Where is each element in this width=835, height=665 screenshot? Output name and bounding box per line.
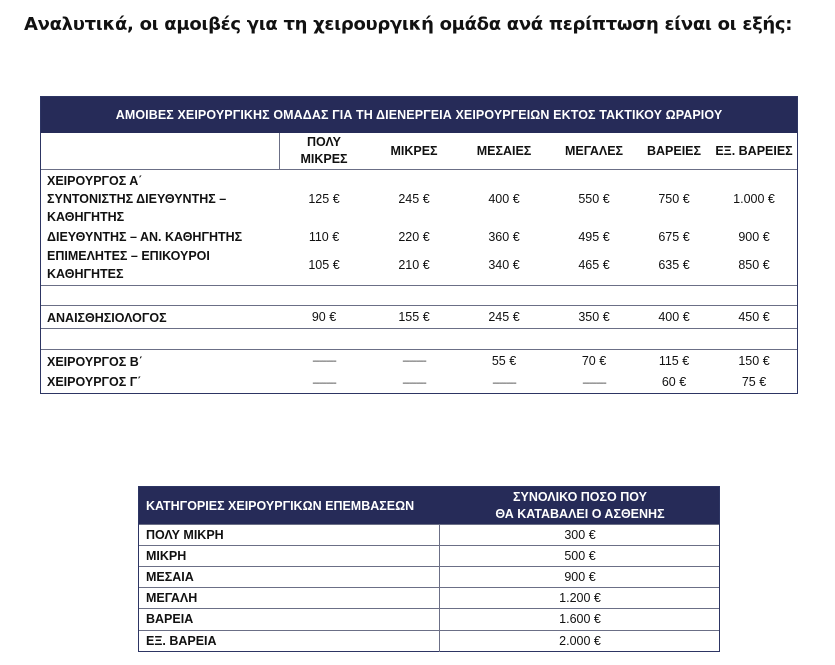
row-divider (41, 305, 797, 306)
row-value: 900 € (564, 570, 596, 584)
cell-r2-large: 495 € (578, 230, 610, 244)
row-value: 2.000 € (559, 634, 601, 648)
row-divider (41, 285, 797, 286)
table-row (139, 566, 719, 587)
cell-b-small: ---------- (402, 356, 426, 367)
row-label-professors: ΚΑΘΗΓΗΤΕΣ (47, 267, 124, 281)
table-row (139, 608, 719, 629)
cell-r2-very-small: 110 € (308, 230, 340, 244)
cell-r3-medium: 340 € (488, 258, 520, 272)
column-header-extra-heavy: ΕΞ. ΒΑΡΕΙΕΣ (715, 143, 793, 158)
cell-c-medium: ---------- (492, 378, 516, 389)
column-header-very-small-line1: ΠΟΛΥ (307, 135, 341, 149)
row-value: 1.200 € (559, 591, 601, 605)
row-divider (41, 328, 797, 329)
cell-r3-very-small: 105 € (308, 258, 340, 272)
row-value: 1.600 € (559, 612, 601, 626)
column-header-medium: ΜΕΣΑΙΕΣ (476, 143, 532, 158)
row-label: ΕΞ. ΒΑΡΕΙΑ (146, 634, 217, 648)
column-header-large: ΜΕΓΑΛΕΣ (564, 143, 624, 158)
column-header-very-small-line2: ΜΙΚΡΕΣ (300, 152, 348, 166)
table2-header (139, 487, 719, 524)
column-header-categories: ΚΑΤΗΓΟΡΙΕΣ ΧΕΙΡΟΥΡΓΙΚΩΝ ΕΠΕΜΒΑΣΕΩΝ (146, 498, 415, 513)
cell-c-heavy: 60 € (661, 375, 687, 389)
row-label: ΜΙΚΡΗ (146, 549, 187, 563)
cell-b-heavy: 115 € (658, 354, 690, 368)
table-row (139, 524, 719, 545)
column-header-total-amount (439, 487, 721, 524)
cell-r3-extra-heavy: 850 € (738, 258, 770, 272)
cell-r3-large: 465 € (578, 258, 610, 272)
column-header-total-line1: ΣΥΝΟΛΙΚΟ ΠΟΣΟ ΠΟΥ (513, 489, 647, 504)
cell-b-extra-heavy: 150 € (738, 354, 770, 368)
cell-anest-small: 155 € (398, 310, 430, 324)
cell-c-small: ---------- (402, 378, 426, 389)
row-label: ΒΑΡΕΙΑ (146, 612, 194, 626)
cell-c-very-small: ---------- (312, 378, 336, 389)
row-label: ΜΕΣΑΙΑ (146, 570, 194, 584)
cell-anest-medium: 245 € (488, 310, 520, 324)
row-value: 300 € (564, 528, 596, 542)
row-label-anesthesiologist: ΑΝΑΙΣΘΗΣΙΟΛΟΓΟΣ (47, 311, 167, 325)
cell-b-large: 70 € (581, 354, 607, 368)
cell-r3-heavy: 635 € (658, 258, 690, 272)
row-divider (41, 169, 797, 170)
column-header-total-line2: ΘΑ ΚΑΤΑΒΑΛΕΙ Ο ΑΣΘΕΝΗΣ (495, 506, 665, 521)
row-label-professor: ΚΑΘΗΓΗΤΗΣ (47, 210, 125, 224)
cell-r3-small: 210 € (398, 258, 430, 272)
row-label-director-assoc-professor: ΔΙΕΥΘΥΝΤΗΣ – ΑΝ. ΚΑΘΗΓΗΤΗΣ (47, 230, 243, 244)
row-divider (41, 349, 797, 350)
cell-r2-extra-heavy: 900 € (738, 230, 770, 244)
row-label: ΜΕΓΑΛΗ (146, 591, 198, 605)
table-row (139, 587, 719, 608)
cell-anest-large: 350 € (578, 310, 610, 324)
row-value: 500 € (564, 549, 596, 563)
row-label-attending-assistant: ΕΠΙΜΕΛΗΤΕΣ – ΕΠΙΚΟΥΡΟΙ (47, 249, 210, 263)
cell-r1-large: 550 € (578, 192, 610, 206)
cell-r2-small: 220 € (398, 230, 430, 244)
table-row (139, 630, 719, 651)
row-label-surgeon-c: ΧΕΙΡΟΥΡΓΟΣ Γ΄ (47, 375, 142, 389)
row-label: ΠΟΛΥ ΜΙΚΡΗ (146, 528, 224, 542)
table-title: ΑΜΟΙΒΕΣ ΧΕΙΡΟΥΡΓΙΚΗΣ ΟΜΑΔΑΣ ΓΙΑ ΤΗ ΔΙΕΝΕΡΓΕΙΑ ΧΕΙΡΟΥΡΓΕΙΩΝ ΕΚΤΟΣ ΤΑΚΤΙΚΟΥ ΩΡΑΡΙΟΥ (41, 97, 797, 133)
cell-b-medium: 55 € (491, 354, 517, 368)
cell-r1-medium: 400 € (488, 192, 520, 206)
cell-r2-heavy: 675 € (658, 230, 690, 244)
cell-r1-very-small: 125 € (308, 192, 340, 206)
cell-r2-medium: 360 € (488, 230, 520, 244)
cell-b-very-small: ---------- (312, 356, 336, 367)
column-header-heavy: ΒΑΡΕΙΕΣ (646, 143, 702, 158)
cell-c-extra-heavy: 75 € (741, 375, 767, 389)
cell-r1-heavy: 750 € (658, 192, 690, 206)
page-heading: Αναλυτικά, οι αμοιβές για τη χειρουργική ομάδα ανά περίπτωση είναι οι εξής: (24, 14, 793, 35)
row-label-coordinator-director: ΣΥΝΤΟΝΙΣΤΗΣ ΔΙΕΥΘΥΝΤΗΣ – (47, 192, 227, 206)
surgical-team-fees-table (40, 96, 798, 394)
column-header-small: ΜΙΚΡΕΣ (390, 143, 438, 158)
patient-total-cost-table (138, 486, 720, 652)
cell-r1-extra-heavy: 1.000 € (733, 192, 775, 206)
row-label-surgeon-b: ΧΕΙΡΟΥΡΓΟΣ Β΄ (47, 355, 143, 369)
cell-anest-extra-heavy: 450 € (738, 310, 770, 324)
table-row (139, 545, 719, 566)
cell-r1-small: 245 € (398, 192, 430, 206)
column-header-very-small (279, 133, 369, 169)
cell-anest-heavy: 400 € (658, 310, 690, 324)
cell-c-large: ---------- (582, 378, 606, 389)
cell-anest-very-small: 90 € (311, 310, 337, 324)
row-label-surgeon-a: ΧΕΙΡΟΥΡΓΟΣ Α΄ (47, 174, 143, 188)
